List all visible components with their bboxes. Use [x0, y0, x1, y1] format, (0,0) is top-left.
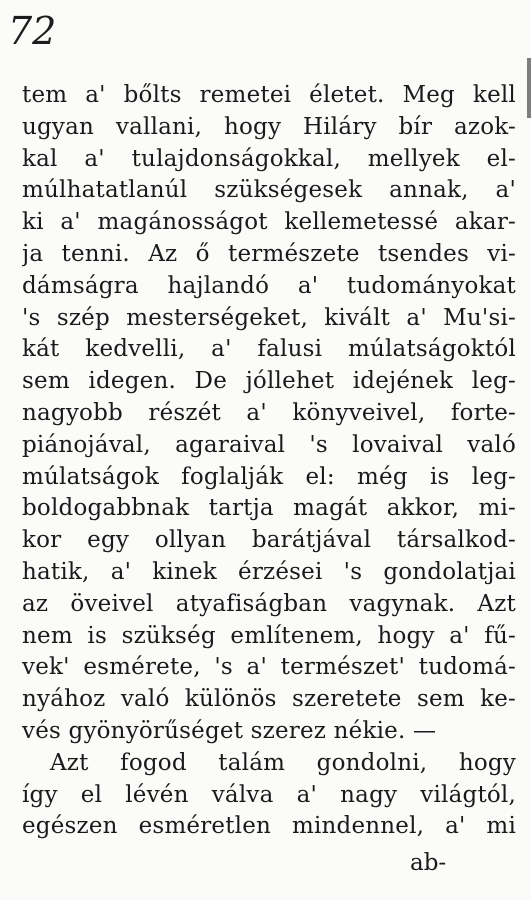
page-number: 72 — [8, 9, 57, 53]
text-line: nem is szükség említenem, hogy a' fű- — [22, 622, 516, 649]
text-line: boldogabbnak tartja magát akkor, mi- — [22, 495, 516, 522]
text-line: piánojával, agaraival 's lovaival való — [22, 431, 516, 458]
text-line: sem idegen. De jóllehet idejének leg- — [22, 368, 516, 395]
text-line: nagyobb részét a' könyveivel, forte- — [22, 399, 516, 426]
page-edge-mark — [527, 58, 531, 118]
text-line: kor egy ollyan barátjával társalkod- — [22, 527, 516, 554]
catchword: ab- — [410, 850, 447, 876]
text-line: egészen esméretlen mindennel, a' mi — [22, 813, 516, 840]
text-line: tem a' bőlts remetei életet. Meg kell — [22, 82, 516, 108]
text-line: múlhatatlanúl szükségesek annak, a' — [22, 177, 516, 204]
text-line: kal a' tulajdonságokkal, mellyek el- — [22, 145, 516, 172]
text-line: ugyan vallani, hogy Hiláry bír azok- — [22, 113, 516, 140]
text-line: hatik, a' kinek érzései 's gondolatjai — [22, 558, 516, 585]
text-line: így el lévén válva a' nagy világtól, — [22, 781, 516, 808]
text-line: múlatságok foglalják el: még is leg- — [22, 463, 516, 490]
text-line: az öveivel atyafiságban vagynak. Azt — [22, 590, 516, 617]
text-line: 's szép mesterségeket, kivált a' Mu'si- — [22, 304, 516, 331]
text-line: Azt fogod talám gondolni, hogy — [50, 749, 516, 776]
text-line: dámságra hajlandó a' tudományokat — [22, 272, 516, 299]
text-line: vek' esmérete, 's a' természet' tudomá- — [22, 654, 516, 681]
text-line: ja tenni. Az ő természete tsendes vi- — [22, 240, 516, 267]
text-line: vés gyönyörűséget szerez nékie. — — [22, 717, 437, 744]
body-text — [22, 80, 516, 843]
text-line: kát kedvelli, a' falusi múlatságoktól — [22, 336, 516, 363]
text-line: ki a' magánosságot kellemetessé akar- — [22, 209, 516, 236]
text-line: nyához való különös szeretete sem ke- — [22, 686, 516, 713]
